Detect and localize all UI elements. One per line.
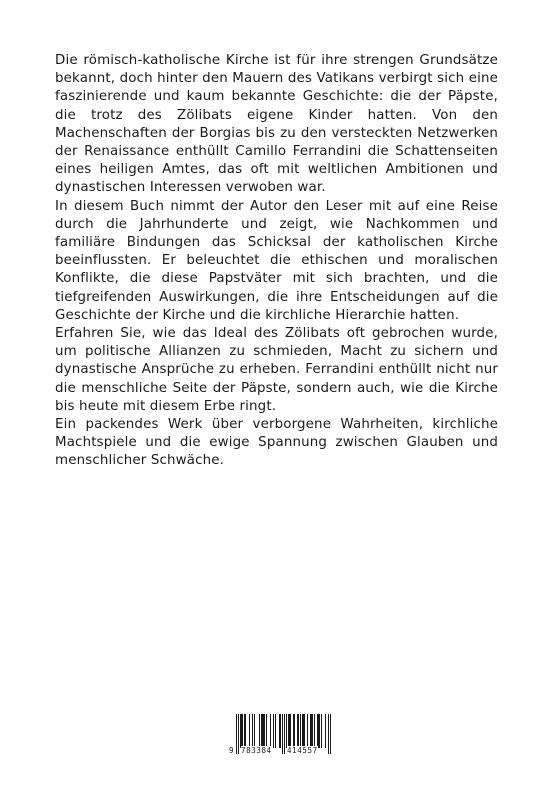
- barcode-bar-27: [293, 714, 294, 748]
- barcode-bar-22: [284, 714, 285, 754]
- barcode-bar-46: [330, 714, 331, 754]
- barcode-bar-34: [304, 714, 305, 748]
- barcode-bar-45: [328, 714, 329, 754]
- barcode-bar-7: [249, 714, 250, 748]
- barcode-bar-21: [282, 714, 283, 754]
- barcode-bar-26: [290, 714, 291, 748]
- barcode-bar-30: [298, 714, 299, 748]
- barcode-bar-36: [310, 714, 311, 748]
- barcode-bar-11: [261, 714, 262, 748]
- barcode-bar-13: [263, 714, 264, 748]
- barcode-bar-41: [318, 714, 319, 748]
- barcode-bar-33: [303, 714, 304, 748]
- barcode-bar-17: [273, 714, 274, 748]
- blurb-paragraph-4: Ein packendes Werk über verborgene Wahrheiten, kirchliche Machtspiele und die ewige Spannung zwischen Glauben und menschlicher Schwäche.: [55, 417, 498, 469]
- barcode-bar-39: [314, 714, 315, 748]
- barcode-bar-3: [241, 714, 242, 748]
- blurb-paragraph-2: In diesem Buch nimmt der Autor den Leser mit auf eine Reise durch die Jahrhunderte und zeigt, wie Nachkommen und familiäre Bindungen das Schicksal der katholischen Kirche beeinflussten. Er beleuchtet die ethischen und moralischen Konflikte, die diese Papstväter mit sich brachten, und die tiefgreifenden Auswirkungen, die ihre Entscheidungen auf die Geschichte der Kirche und die kirchliche Hierarchie hatten.: [55, 198, 498, 323]
- barcode-bar-2: [240, 714, 241, 748]
- barcode-bar-14: [264, 714, 265, 748]
- barcode-bar-38: [312, 714, 313, 748]
- barcode-bar-16: [270, 714, 271, 748]
- barcode-bar-8: [252, 714, 253, 748]
- barcode-bar-35: [307, 714, 308, 748]
- barcode-bar-37: [311, 714, 312, 748]
- barcode-bar-43: [321, 714, 322, 748]
- blurb-paragraph-3: Erfahren Sie, wie das Ideal des Zölibats oft gebrochen wurde, um politische Allianzen zu schmieden, Macht zu sichern und dynastische Ansprüche zu erheben. Ferrandini enthüllt nicht nur die menschliche Seite der Päpste, sondern auch, wie die Kirche bis heute mit diesem Erbe ringt.: [55, 326, 498, 414]
- barcode-bar-0: [236, 714, 237, 754]
- barcode-bar-5: [244, 714, 245, 748]
- barcode-bar-9: [254, 714, 255, 748]
- barcode-bar-20: [280, 714, 281, 748]
- barcode-bar-40: [317, 714, 318, 748]
- barcode-bar-18: [275, 714, 276, 748]
- barcode-bar-12: [262, 714, 263, 748]
- barcode-bar-4: [242, 714, 243, 748]
- isbn-barcode: [229, 714, 331, 756]
- barcode-bar-29: [297, 714, 298, 748]
- barcode-bar-24: [288, 714, 289, 748]
- barcode-left-digits: 783384: [241, 746, 272, 755]
- barcode-bar-28: [294, 714, 295, 748]
- barcode-bar-1: [238, 714, 239, 754]
- barcode-bar-31: [300, 714, 301, 748]
- barcode-bar-32: [302, 714, 303, 748]
- barcode-bar-42: [319, 714, 320, 748]
- barcode-bar-6: [245, 714, 246, 748]
- back-cover-blurb: [55, 52, 498, 471]
- barcode-bar-23: [286, 714, 287, 748]
- barcode-bar-15: [266, 714, 267, 748]
- barcode-bar-19: [279, 714, 280, 748]
- barcode-bar-44: [325, 714, 326, 748]
- barcode-bar-25: [289, 714, 290, 748]
- barcode-right-digits: 414557: [287, 746, 318, 755]
- barcode-bar-10: [259, 714, 260, 748]
- blurb-paragraph-1: Die römisch-katholische Kirche ist für ihre strengen Grundsätze bekannt, doch hinter den Mauern des Vatikans verbirgt sich eine faszinierende und kaum bekannte Geschichte: die der Päpste, die trotz des Zölibats eigene Kinder hatten. Von den Machenschaften der Borgias bis zu den versteckten Netzwerken der Renaissance enthüllt Camillo Ferrandini die Schattenseiten eines heiligen Amtes, das oft mit weltlichen Ambitionen und dynastischen Interessen verwoben war.: [55, 53, 498, 196]
- barcode-lead-digit: 9: [229, 746, 235, 755]
